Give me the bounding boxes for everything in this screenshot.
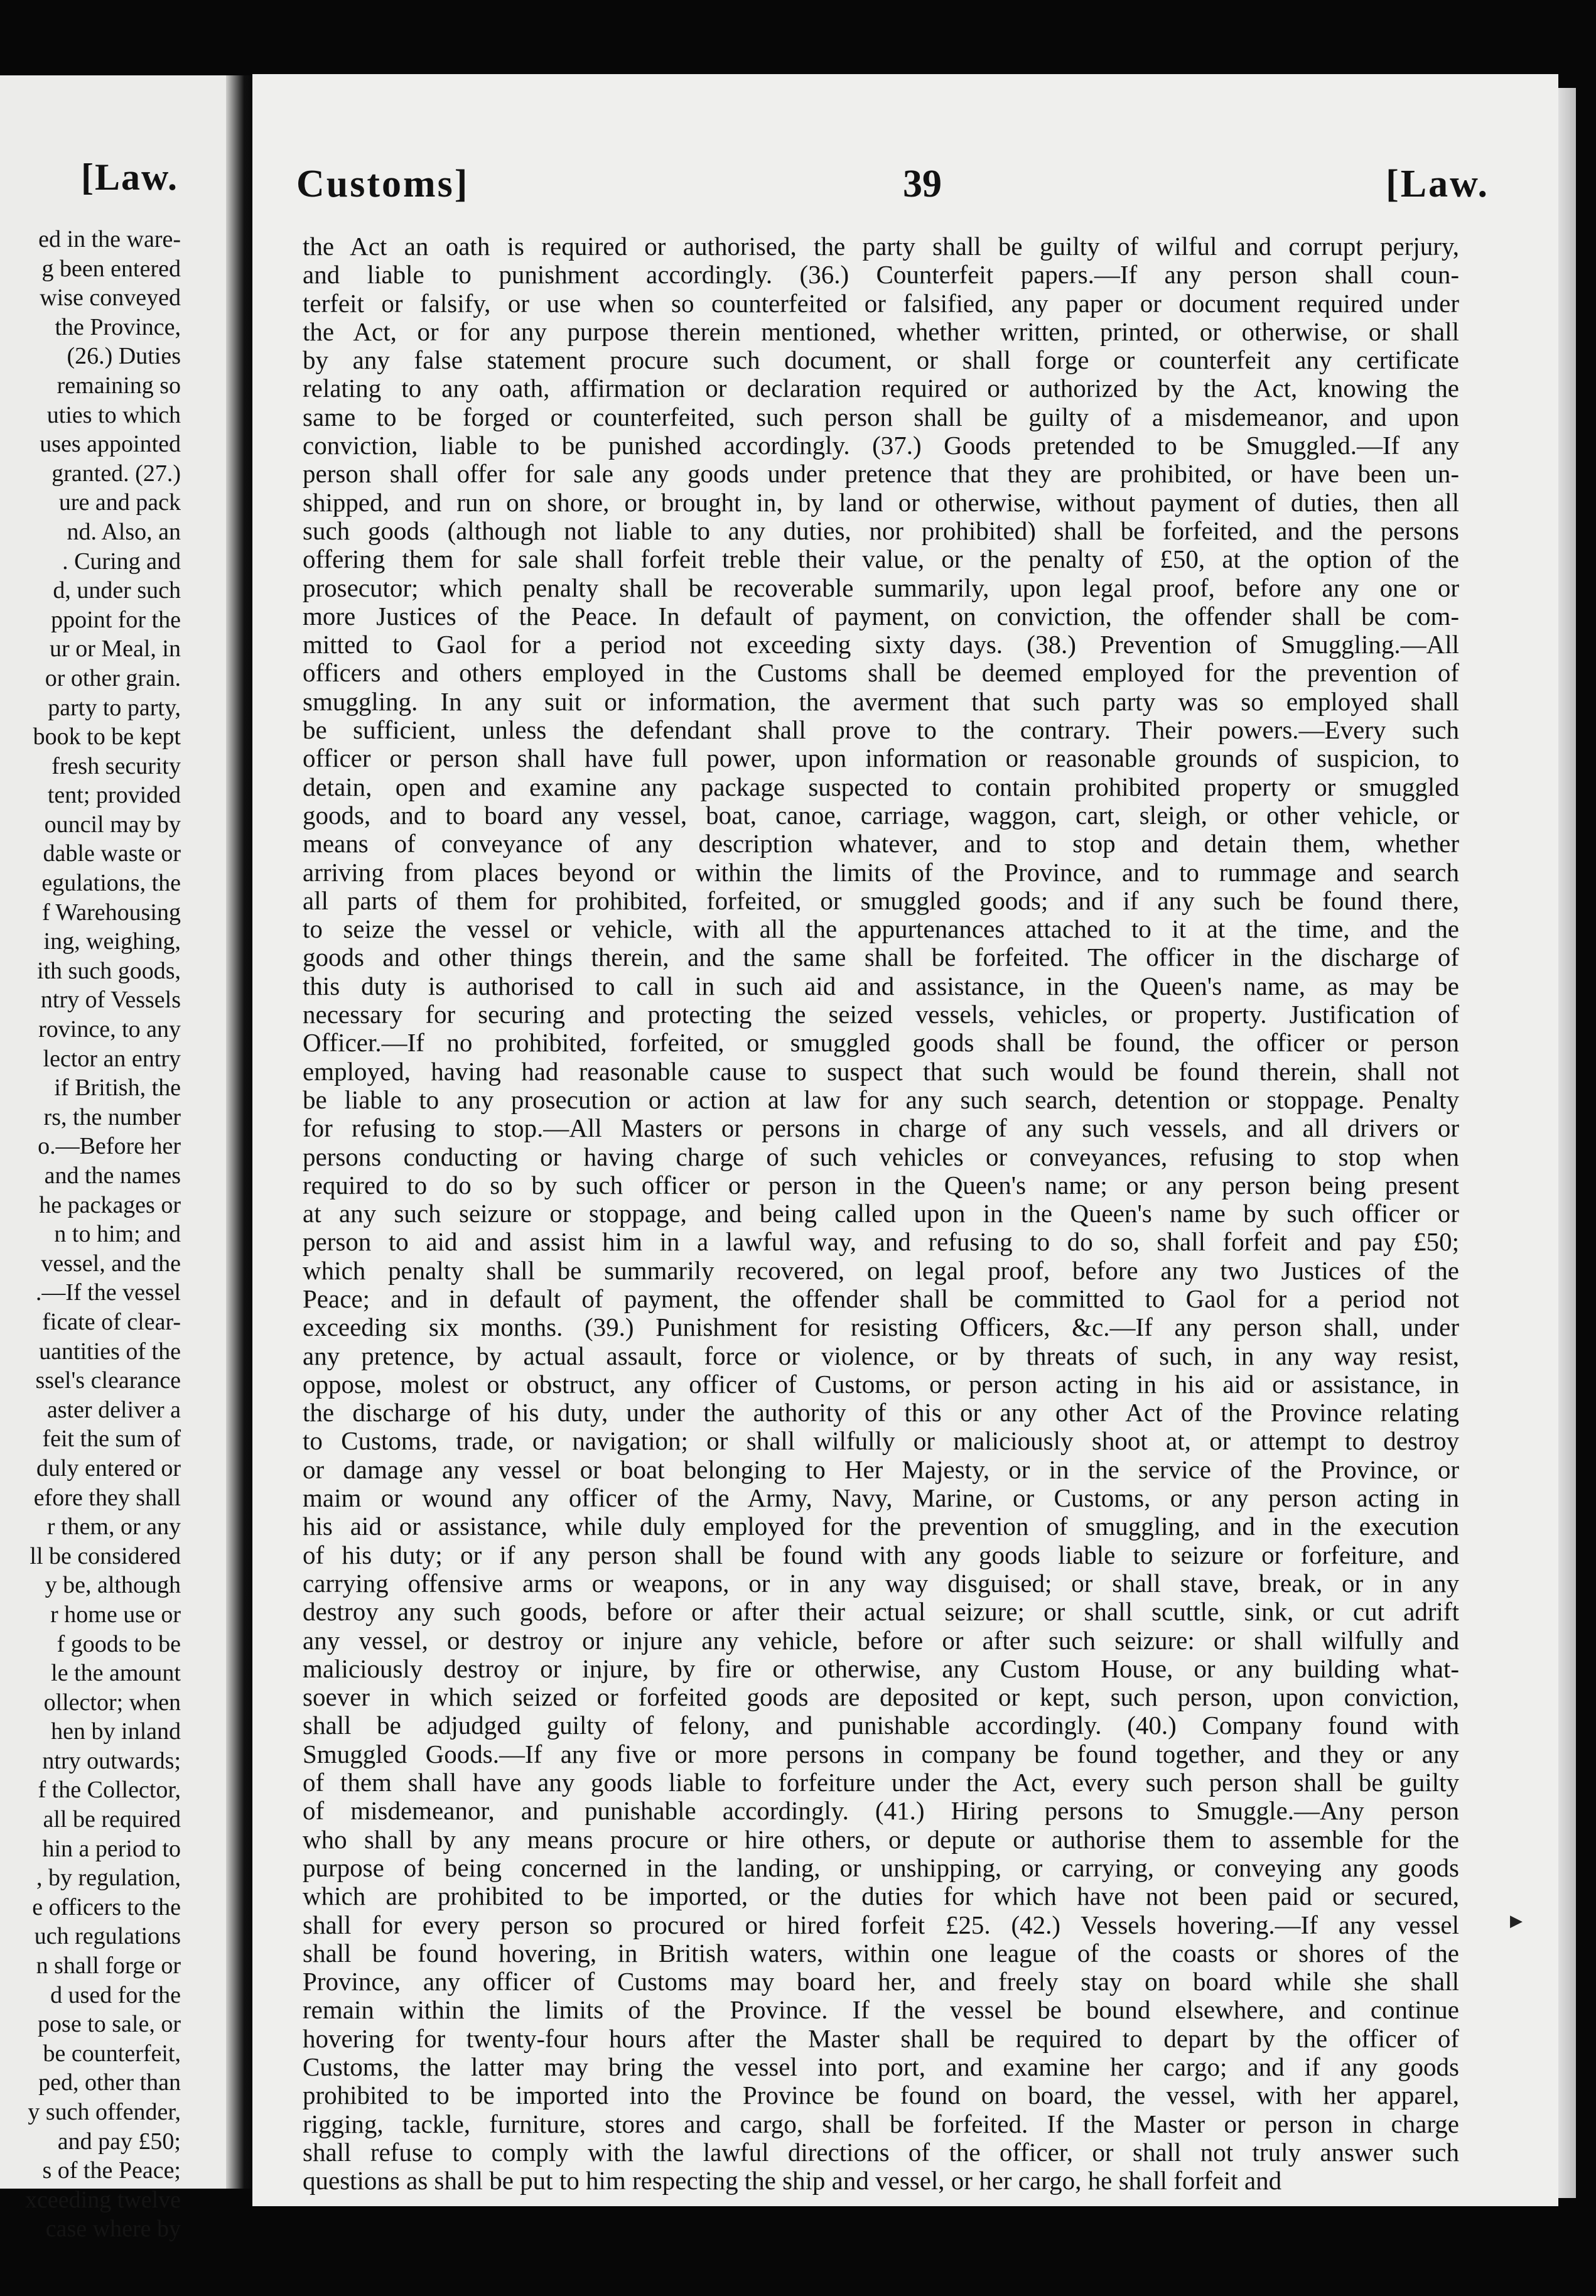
- text-line: smuggling. In any suit or information, the averment that such party was so employed shall: [303, 686, 1459, 716]
- text-line: at any such seizure or stoppage, and being called upon in the Queen's name by such officer or: [303, 1199, 1459, 1228]
- text-line: detain, open and examine any package suspected to contain prohibited property or smuggled: [303, 772, 1459, 801]
- text-line: of them shall have any goods liable to forfeiture under the Act, every such person shall be guilty: [303, 1768, 1459, 1797]
- text-line: officer or person shall have full power, upon information or reasonable grounds of suspicion, to: [303, 744, 1459, 773]
- text-line: officers and others employed in the Customs shall be deemed employed for the prevention of: [303, 658, 1459, 688]
- left-page-line: r home use or: [50, 1601, 181, 1628]
- left-page-line: vessel, and the: [41, 1250, 181, 1277]
- text-line: destroy any such goods, before or after their actual seizure; or shall scuttle, sink, or cut adrift: [303, 1597, 1459, 1627]
- text-line: offering them for sale shall forfeit treble their value, or the penalty of £50, at the option of the: [303, 544, 1459, 574]
- left-page: [0, 75, 239, 2243]
- left-page-line: fresh security: [51, 752, 181, 779]
- left-page-line: lector an entry: [43, 1045, 181, 1072]
- text-line: shall refuse to comply with the lawful directions of the officer, or shall not truly answer such: [303, 2137, 1459, 2167]
- left-page-line: (26.) Duties: [67, 343, 181, 370]
- left-page-line: , by regulation,: [36, 1865, 181, 1892]
- left-page-line: remaining so: [57, 372, 181, 399]
- text-line: of his duty; or if any person shall be found with any goods liable to seizure or forfeiture, and: [303, 1540, 1459, 1569]
- text-line: hovering for twenty-four hours after the Master shall be required to depart by the officer of: [303, 2023, 1459, 2053]
- text-line: to seize the vessel or vehicle, with all the appurtenances attached to it at the time, and the: [303, 914, 1459, 944]
- left-page-line: uties to which: [46, 401, 181, 428]
- left-page-line: feit the sum of: [42, 1426, 181, 1453]
- text-line: shall be found hovering, in British waters, within one league of the coasts or shores of the: [303, 1938, 1459, 1968]
- text-line: any pretence, by actual assault, force or violence, or by threats of such, in any way resist,: [303, 1341, 1459, 1370]
- text-line: the Act an oath is required or authorised, the party shall be guilty of wilful and corrupt perjury,: [303, 232, 1459, 261]
- text-line: shall for every person so procured or hired forfeit £25. (42.) Vessels hovering.—If any vessel: [303, 1910, 1459, 1939]
- text-line: exceeding six months. (39.) Punishment for resisting Officers, &c.—If any person shall, under: [303, 1313, 1459, 1342]
- right-page: [252, 74, 1558, 2206]
- left-page-line: tent; provided: [47, 782, 181, 809]
- left-page-line: ll be considered: [30, 1542, 181, 1569]
- left-page-line: o.—Before her: [38, 1133, 181, 1160]
- left-page-line: and pay £50;: [57, 2128, 181, 2155]
- text-line: shall be adjudged guilty of felony, and punishable accordingly. (40.) Company found with: [303, 1711, 1459, 1740]
- left-page-line: n shall forge or: [36, 1952, 181, 1979]
- left-page-line: egulations, the: [41, 870, 181, 897]
- body-text: [303, 232, 1459, 2195]
- text-line: by any false statement procure such document, or shall forge or counterfeit any certificate: [303, 345, 1459, 375]
- text-line: maim or wound any officer of the Army, Navy, Marine, or Customs, or any person acting in: [303, 1483, 1459, 1513]
- left-page-line: xceeding twelve: [25, 2186, 181, 2213]
- left-page-line: ing, weighing,: [43, 928, 181, 955]
- left-page-line: case where by: [45, 2216, 181, 2243]
- left-page-line: ppoint for the: [51, 606, 181, 633]
- text-line: which are prohibited to be imported, or the duties for which have not been paid or secured,: [303, 1882, 1459, 1911]
- left-page-line: if British, the: [54, 1075, 181, 1102]
- text-line: Province, any officer of Customs may board her, and freely stay on board while she shall: [303, 1967, 1459, 1996]
- left-page-line: f the Collector,: [38, 1777, 181, 1804]
- text-line: necessary for securing and protecting the seized vessels, vehicles, or property. Justification of: [303, 1000, 1459, 1029]
- text-line: remain within the limits of the Province. If the vessel be bound elsewhere, and continue: [303, 1995, 1459, 2025]
- text-line: goods and other things therein, and the same shall be forfeited. The officer in the discharge of: [303, 943, 1459, 972]
- left-page-line: y such offender,: [28, 2099, 181, 2125]
- left-page-line: uantities of the: [39, 1338, 181, 1365]
- left-page-line: uch regulations: [34, 1923, 181, 1950]
- text-line: who shall by any means procure or hire others, or depute or authorise them to assemble for the: [303, 1824, 1459, 1854]
- left-page-line: r them, or any: [46, 1514, 181, 1541]
- section-title: Customs]: [296, 163, 470, 205]
- left-page-line: ure and pack: [58, 489, 181, 516]
- text-line: person to aid and assist him in a lawful way, and refusing to do so, shall forfeit and pay £50;: [303, 1227, 1459, 1257]
- left-page-line: hen by inland: [51, 1718, 181, 1745]
- left-page-line: g been entered: [41, 255, 181, 282]
- text-line: maliciously destroy or injure, by fire or otherwise, any Custom House, or any building what-: [303, 1654, 1459, 1683]
- text-line: to Customs, trade, or navigation; or shall wilfully or maliciously shoot at, or attempt to destroy: [303, 1426, 1459, 1456]
- left-page-line: ed in the ware-: [38, 226, 181, 252]
- text-line: terfeit or falsify, or use when so counterfeited or falsified, any paper or document required under: [303, 288, 1459, 318]
- text-line: more Justices of the Peace. In default of payment, on conviction, the offender shall be com-: [303, 601, 1459, 631]
- text-line: relating to any oath, affirmation or declaration required or authorized by the Act, knowing the: [303, 374, 1459, 403]
- text-line: of misdemeanor, and punishable accordingly. (41.) Hiring persons to Smuggle.—Any person: [303, 1796, 1459, 1826]
- text-line: and liable to punishment accordingly. (36.) Counterfeit papers.—If any person shall coun-: [303, 260, 1459, 290]
- text-line: required to do so by such officer or person in the Queen's name; or any person being present: [303, 1170, 1459, 1199]
- continue-arrow-icon: ▶: [1510, 1912, 1523, 1930]
- text-line: be sufficient, unless the defendant shall prove to the contrary. Their powers.—Every such: [303, 715, 1459, 745]
- left-page-line: ouncil may by: [44, 811, 181, 838]
- text-line: such goods (although not liable to any duties, nor prohibited) shall be forfeited, and the persons: [303, 516, 1459, 545]
- left-page-line: hin a period to: [42, 1835, 181, 1862]
- page-edge: [1558, 88, 1576, 2198]
- text-line: which penalty shall be summarily recovered, on legal proof, before any two Justices of the: [303, 1255, 1459, 1285]
- left-page-line: granted. (27.): [51, 460, 181, 487]
- text-line: his aid or assistance, while duly employed for the prevention of smuggling, and in the execution: [303, 1512, 1459, 1541]
- left-page-line: f goods to be: [57, 1630, 181, 1657]
- left-page-line: d used for the: [50, 1981, 181, 2008]
- left-page-line: uses appointed: [40, 431, 181, 458]
- left-page-line: rs, the number: [43, 1103, 181, 1130]
- text-line: questions as shall be put to him respecting the ship and vessel, or her cargo, he shall forfeit and: [303, 2166, 1282, 2196]
- text-line: Peace; and in default of payment, the offender shall be committed to Gaol for a period not: [303, 1284, 1459, 1313]
- left-page-line: all be required: [43, 1806, 181, 1833]
- text-line: goods, and to board any vessel, boat, canoe, carriage, waggon, cart, sleigh, or other vehicle, or: [303, 800, 1459, 830]
- left-page-line: pose to sale, or: [38, 2011, 181, 2038]
- text-line: mitted to Gaol for a period not exceeding sixty days. (38.) Prevention of Smuggling.—All: [303, 630, 1459, 659]
- running-header: [296, 162, 1489, 212]
- left-page-line: ur or Meal, in: [50, 636, 181, 663]
- text-line: the Act, or for any purpose therein mentioned, whether written, printed, or otherwise, or shall: [303, 317, 1459, 346]
- left-page-line: ollector; when: [43, 1689, 181, 1716]
- text-line: for refusing to stop.—All Masters or persons in charge of any such vessels, and all drivers or: [303, 1113, 1459, 1143]
- text-line: oppose, molest or obstruct, any officer of Customs, or person acting in his aid or assistance, in: [303, 1369, 1459, 1399]
- left-page-line: ficate of clear-: [42, 1308, 181, 1335]
- left-page-line: s of the Peace;: [42, 2157, 181, 2184]
- left-page-line: party to party,: [48, 694, 181, 721]
- left-page-line: ntry of Vessels: [40, 987, 181, 1014]
- text-line: means of conveyance of any description whatever, and to stop and detain them, whether: [303, 829, 1459, 858]
- text-line: this duty is authorised to call in such aid and assistance, in the Queen's name, as may be: [303, 971, 1459, 1000]
- text-line: any vessel, or destroy or injure any vehicle, before or after such seizure: or shall wilfully and: [303, 1625, 1459, 1655]
- category-title: [Law.: [1386, 163, 1489, 205]
- text-line: conviction, liable to be punished accordingly. (37.) Goods pretended to be Smuggled.—If any: [303, 431, 1459, 460]
- text-line: same to be forged or counterfeited, such person shall be guilty of a misdemeanor, and upon: [303, 402, 1459, 431]
- text-line: or damage any vessel or boat belonging to Her Majesty, or in the service of the Province, or: [303, 1454, 1459, 1484]
- left-page-line: d, under such: [53, 577, 181, 604]
- left-page-line: nd. Also, an: [67, 518, 181, 545]
- left-page-line: aster deliver a: [46, 1396, 181, 1423]
- book-gutter: [226, 75, 256, 2189]
- text-line: be liable to any prosecution or action at law for any such search, detention or stoppage. Penalty: [303, 1085, 1459, 1114]
- text-line: rigging, tackle, furniture, stores and cargo, shall be forfeited. If the Master or person in charge: [303, 2109, 1459, 2138]
- left-page-line: ntry outwards;: [42, 1747, 181, 1774]
- text-line: carrying offensive arms or weapons, or in any way disguised; or shall stave, break, or in any: [303, 1568, 1459, 1598]
- left-page-line: efore they shall: [33, 1484, 181, 1511]
- text-line: person shall offer for sale any goods under pretence that they are prohibited, or have been un-: [303, 459, 1459, 489]
- left-page-line: dable waste or: [43, 840, 181, 867]
- text-line: soever in which seized or forfeited goods are deposited or kept, such person, upon conviction,: [303, 1682, 1459, 1712]
- left-page-line: the Province,: [55, 313, 181, 340]
- left-page-line: f Warehousing: [41, 899, 181, 926]
- text-line: shipped, and run on shore, or brought in, by land or otherwise, without payment of duties, then all: [303, 487, 1459, 517]
- left-page-line: ith such goods,: [36, 957, 181, 984]
- left-page-line: ssel's clearance: [35, 1367, 181, 1394]
- left-page-line: . Curing and: [62, 548, 181, 575]
- text-line: arriving from places beyond or within the limits of the Province, and to rummage and search: [303, 857, 1459, 887]
- left-page-line: be counterfeit,: [43, 2040, 181, 2067]
- left-page-line: wise conveyed: [40, 284, 181, 311]
- text-line: purpose of being concerned in the landing, or unshipping, or carrying, or conveying any goods: [303, 1853, 1459, 1882]
- left-page-line: duly entered or: [36, 1454, 181, 1481]
- text-line: prosecutor; which penalty shall be recoverable summarily, upon legal proof, before any one or: [303, 573, 1459, 602]
- left-page-line: and the names: [44, 1162, 181, 1189]
- left-page-line: ped, other than: [38, 2069, 181, 2096]
- left-page-line: rovince, to any: [38, 1016, 181, 1043]
- left-page-line: n to him; and: [54, 1221, 181, 1248]
- left-page-line: le the amount: [51, 1660, 181, 1687]
- left-page-line: y be, although: [45, 1572, 181, 1599]
- text-line: Smuggled Goods.—If any five or more persons in company be found together, and they or any: [303, 1739, 1459, 1768]
- page-number: 39: [903, 163, 942, 205]
- text-line: Officer.—If no prohibited, forfeited, or smuggled goods shall be found, the officer or person: [303, 1028, 1459, 1058]
- left-page-line: .—If the vessel: [35, 1279, 181, 1306]
- left-page-header: [Law.: [80, 156, 178, 198]
- left-page-line: book to be kept: [33, 723, 181, 750]
- text-line: Customs, the latter may bring the vessel into port, and examine her cargo; and if any goods: [303, 2052, 1459, 2081]
- text-line: employed, having had reasonable cause to suspect that such would be found therein, shall not: [303, 1056, 1459, 1086]
- left-page-line: e officers to the: [32, 1893, 181, 1920]
- left-page-line: or other grain.: [45, 664, 181, 691]
- text-line: the discharge of his duty, under the authority of this or any other Act of the Province relating: [303, 1398, 1459, 1427]
- left-page-line: he packages or: [39, 1191, 181, 1218]
- text-line: persons conducting or having charge of such vehicles or conveyances, refusing to stop when: [303, 1142, 1459, 1171]
- left-page-text: [0, 225, 181, 2244]
- text-line: all parts of them for prohibited, forfeited, or smuggled goods; and if any such be found there,: [303, 885, 1459, 915]
- text-line: prohibited to be imported into the Province be found on board, the vessel, with her apparel,: [303, 2081, 1459, 2110]
